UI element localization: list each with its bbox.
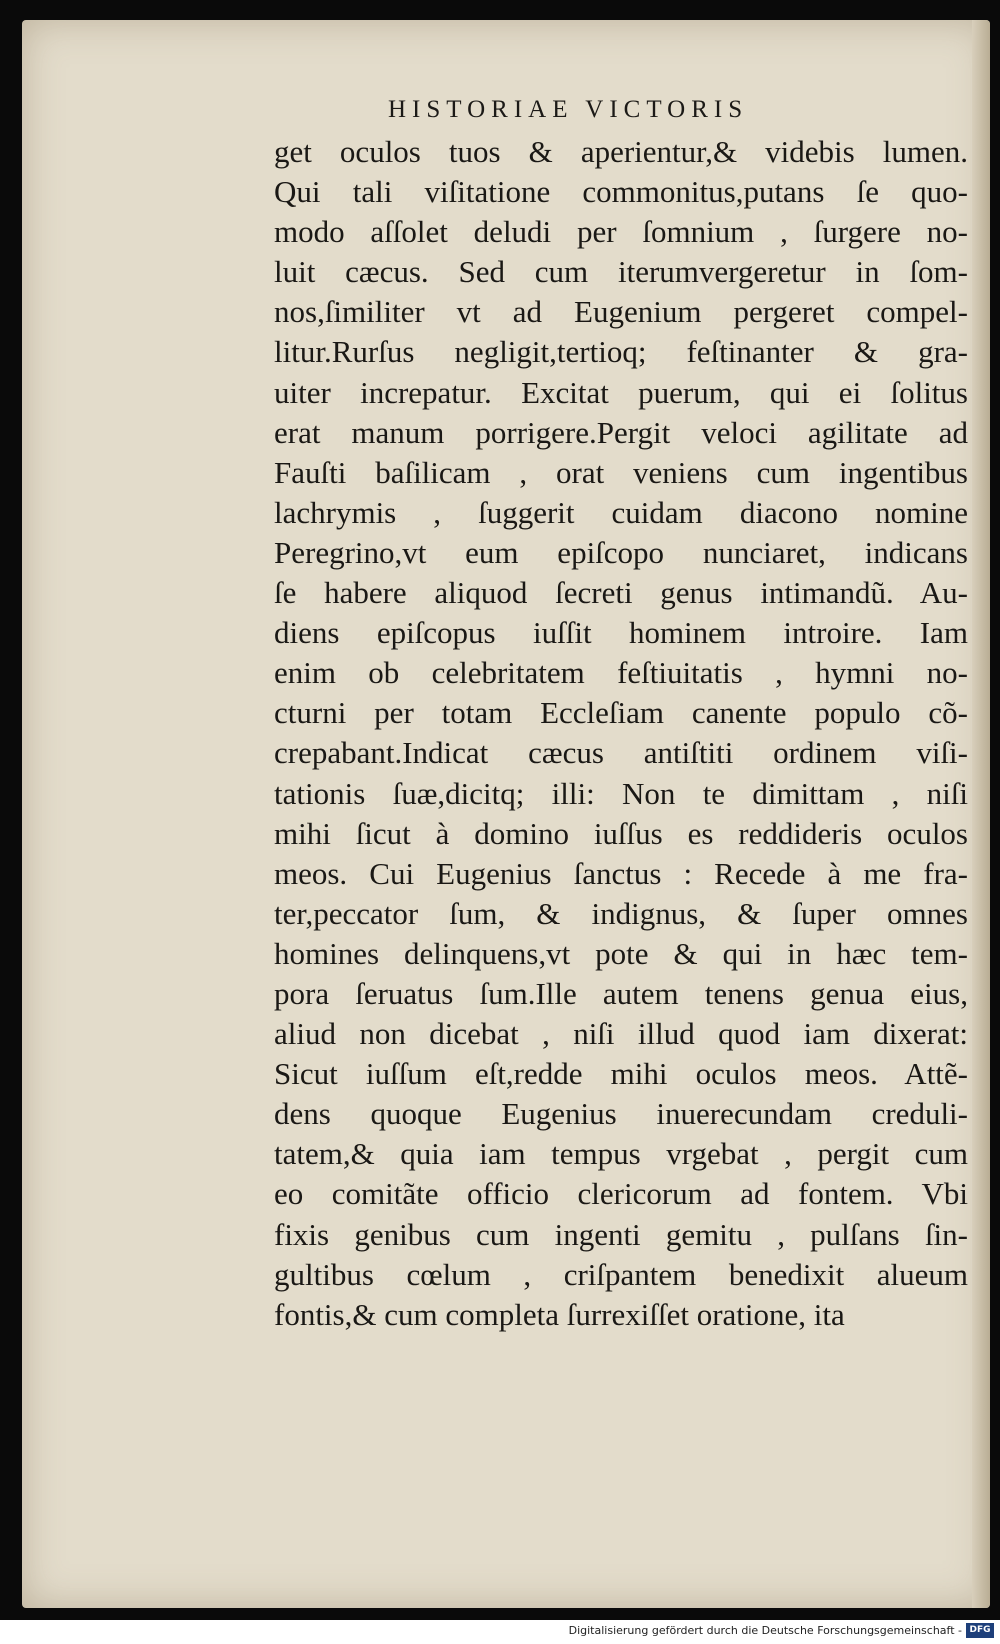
text-line: diens epiſcopus iuſſit hominem introire. Iam: [274, 615, 968, 651]
dfg-logo: DFG: [966, 1623, 994, 1638]
text-line: homines delinquens,vt pote & qui in hæc tem-: [274, 935, 968, 971]
text-line: Sicut iuſſum eſt,redde mihi oculos meos. Attẽ-: [274, 1056, 968, 1092]
text-line: enim ob celebritatem feſtiuitatis , hymni no-: [274, 655, 968, 691]
body-text: [274, 132, 968, 1335]
text-line: pora ſeruatus ſum.Ille autem tenens genua eius,: [274, 975, 968, 1011]
text-line: ſe habere aliquod ſecreti genus intimandũ. Au-: [274, 575, 968, 611]
text-line: nos,ſimiliter vt ad Eugenium pergeret compel-: [274, 294, 968, 330]
text-line: tatem,& quia iam tempus vrgebat , pergit cum: [274, 1136, 968, 1172]
text-line: dens quoque Eugenius inuerecundam creduli-: [274, 1096, 968, 1132]
text-line: ter,peccator ſum, & indignus, & ſuper omnes: [274, 895, 968, 931]
text-line: get oculos tuos & aperientur,& videbis lumen.: [274, 134, 968, 169]
running-head: HISTORIAE VICTORIS: [388, 96, 749, 123]
text-line: Peregrino,vt eum epiſcopo nunciaret, indicans: [274, 534, 968, 570]
text-line: erat manum porrigere.Pergit veloci agilitate ad: [274, 414, 968, 450]
text-line: Fauſti baſilicam , orat veniens cum ingentibus: [274, 454, 968, 490]
text-line: luit cæcus. Sed cum iterumvergeretur in ſom-: [274, 254, 968, 290]
text-line: modo aſſolet deludi per ſomnium , ſurgere no-: [274, 214, 968, 250]
text-line: meos. Cui Eugenius ſanctus : Recede à me fra-: [274, 855, 968, 891]
text-line: fixis genibus cum ingenti gemitu , pulſans ſin-: [274, 1216, 968, 1252]
text-line: crepabant.Indicat cæcus antiſtiti ordinem viſi-: [274, 735, 968, 771]
text-line: fontis,& cum completa ſurrexiſſet oratione, ita: [274, 1296, 845, 1332]
text-line: litur.Rurſus negligit,tertioq; feſtinanter & gra-: [274, 334, 968, 370]
text-line: gultibus cœlum , criſpantem benedixit alueum: [274, 1256, 968, 1292]
page-edge: [972, 20, 990, 1608]
footer-bar: [0, 1620, 1000, 1644]
text-line: tationis ſuæ,dicitq; illi: Non te dimittam , niſi: [274, 775, 968, 811]
text-line: lachrymis , ſuggerit cuidam diacono nomine: [274, 494, 968, 530]
funding-credit: Digitalisierung gefördert durch die Deutsche Forschungsgemeinschaft -: [568, 1624, 962, 1637]
text-line: eo comitãte officio clericorum ad fontem. Vbi: [274, 1176, 968, 1212]
text-line: Qui tali viſitatione commonitus,putans ſe quo-: [274, 174, 968, 210]
text-line: cturni per totam Eccleſiam canente populo cõ-: [274, 695, 968, 731]
text-line: uiter increpatur. Excitat puerum, qui ei ſolitus: [274, 374, 968, 410]
text-line: mihi ſicut à domino iuſſus es reddideris oculos: [274, 815, 968, 851]
text-line: aliud non dicebat , niſi illud quod iam dixerat:: [274, 1016, 968, 1052]
